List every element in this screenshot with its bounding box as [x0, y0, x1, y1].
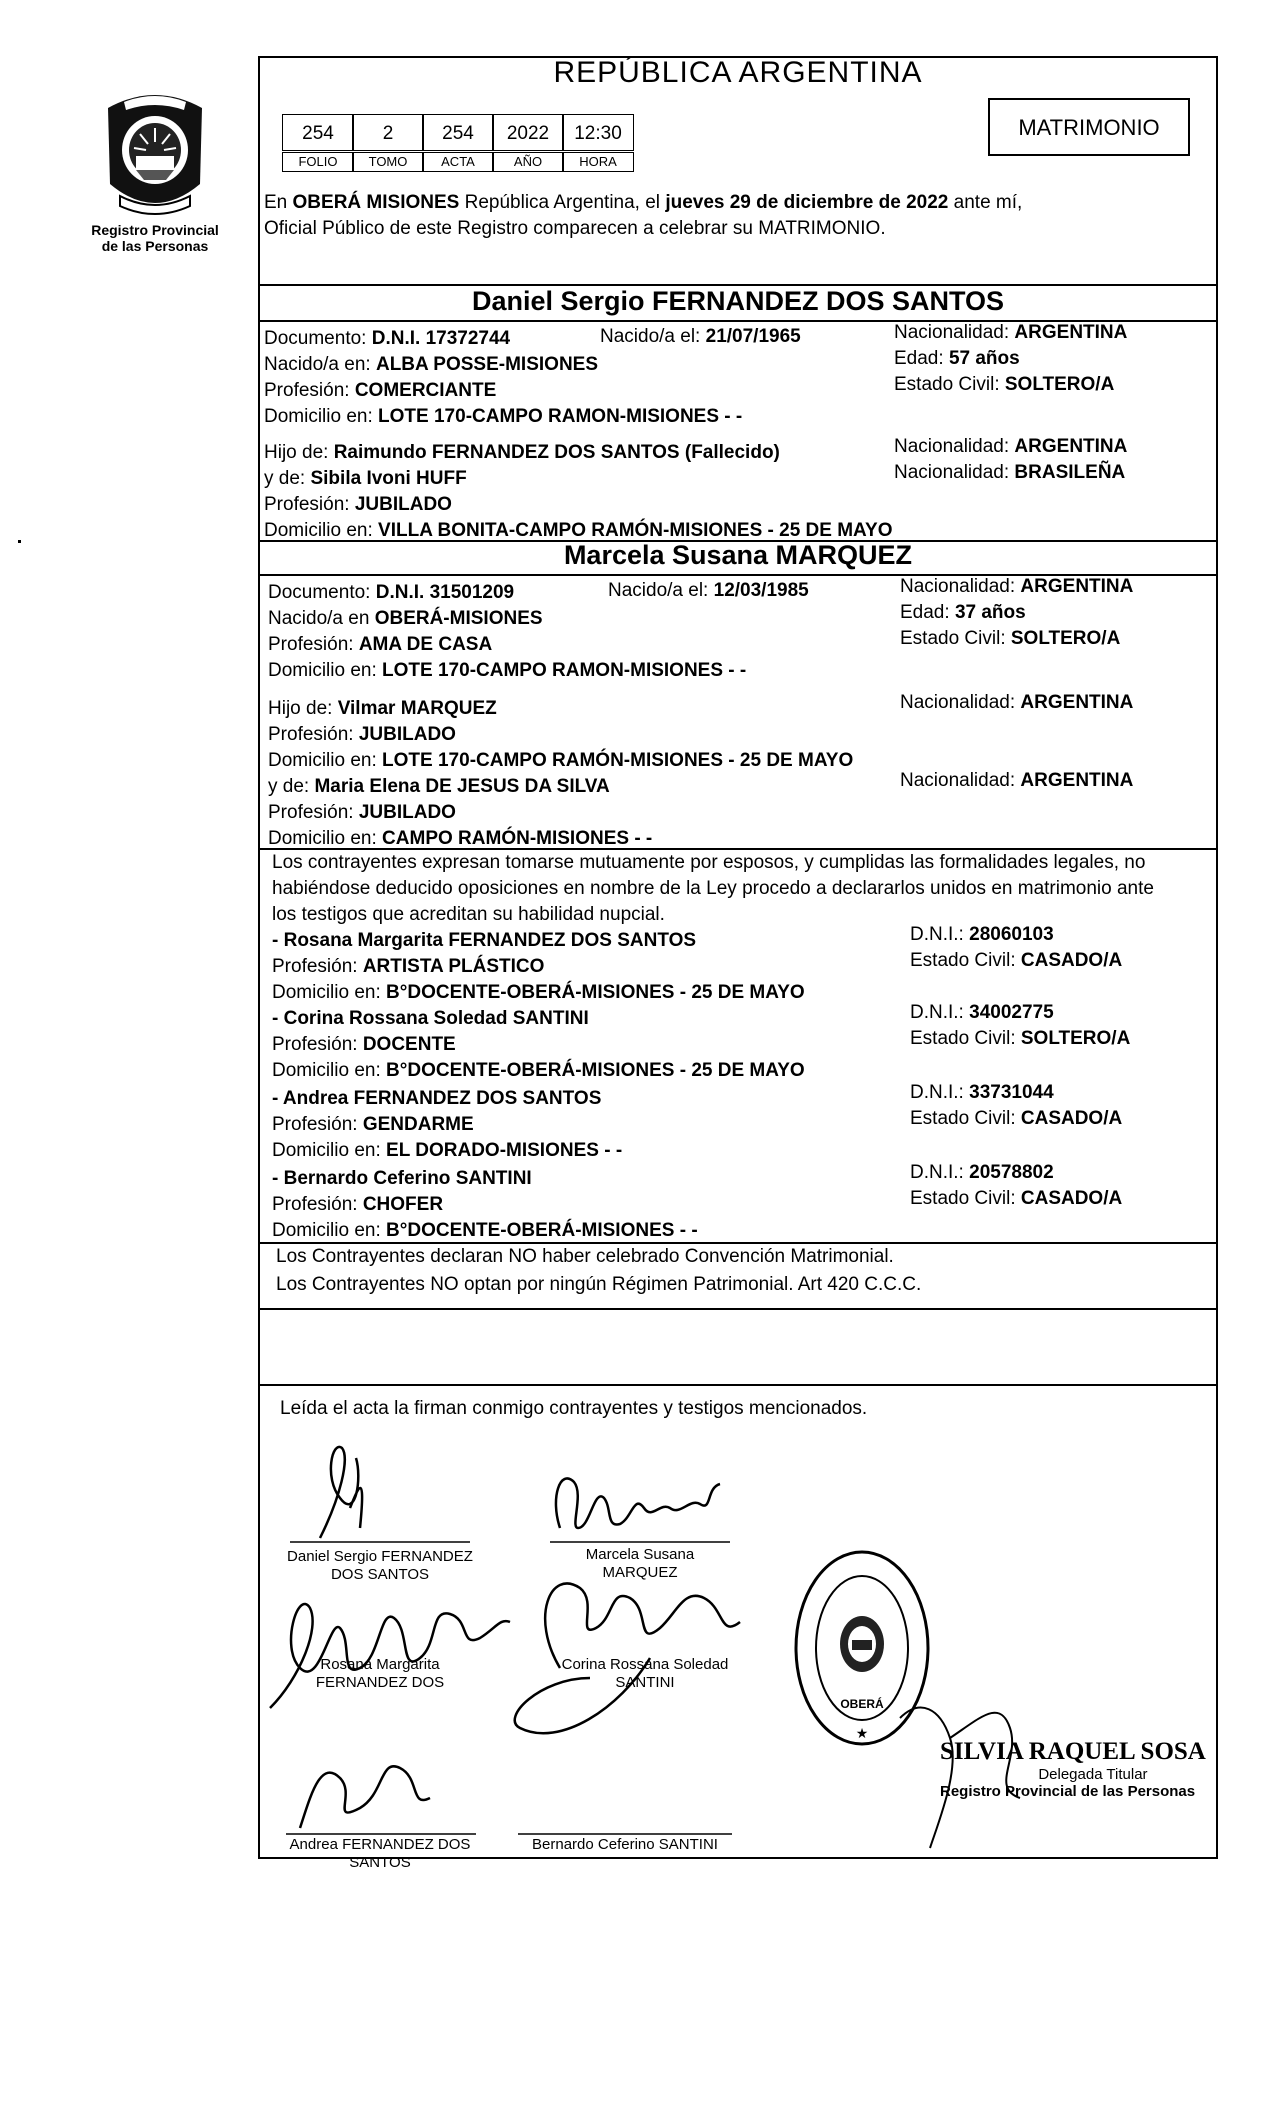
anio-label: AÑO: [492, 152, 564, 172]
declaration-line-3: los testigos que acreditan su habilidad nupcial.: [272, 904, 665, 925]
regime-line-1: Los Contrayentes declaran NO haber celebrado Convención Matrimonial.: [276, 1246, 894, 1267]
signature-label-rosana: Rosana Margarita FERNANDEZ DOS: [315, 1656, 445, 1691]
spouse1-profesion: Profesión: COMERCIANTE: [264, 380, 497, 401]
logo-label-line2: de las Personas: [101, 238, 209, 254]
spouse1-name: Daniel Sergio FERNANDEZ DOS SANTOS: [471, 286, 1005, 316]
spouse1-nacido: Nacido/a el: 21/07/1965: [600, 326, 801, 347]
record-type-box: MATRIMONIO: [988, 98, 1190, 156]
spouse2-profesion: Profesión: AMA DE CASA: [268, 634, 493, 655]
witness3-name: - Andrea FERNANDEZ DOS SANTOS: [272, 1088, 602, 1109]
witness1-dni: D.N.I.: 28060103: [910, 924, 1054, 945]
witness4-estado: Estado Civil: CASADO/A: [910, 1188, 1123, 1209]
witness2-estado: Estado Civil: SOLTERO/A: [910, 1028, 1131, 1049]
star-icon: ★: [855, 1725, 869, 1741]
divider: [260, 1308, 1216, 1310]
signature-marcela: [530, 1458, 740, 1548]
witness2-domicilio: Domicilio en: B°DOCENTE-OBERÁ-MISIONES - 25 DE MAYO: [272, 1060, 805, 1081]
regime-line-2: Los Contrayentes NO optan por ningún Régimen Patrimonial. Art 420 C.C.C.: [276, 1274, 922, 1295]
acta-value: 254: [422, 114, 494, 151]
witness1-profesion: Profesión: ARTISTA PLÁSTICO: [272, 956, 545, 977]
spouse2-madre-domicilio: Domicilio en: CAMPO RAMÓN-MISIONES - -: [268, 828, 653, 849]
acta-label: ACTA: [422, 152, 494, 172]
marriage-certificate: [258, 56, 1218, 1871]
record-number-box: [282, 114, 642, 174]
spouse1-padres-domicilio: Domicilio en: VILLA BONITA-CAMPO RAMÓN-MISIONES - 25 DE MAYO: [264, 520, 893, 541]
spouse2-edad: Edad: 37 años: [900, 602, 1026, 623]
witness1-name: - Rosana Margarita FERNANDEZ DOS SANTOS: [272, 930, 697, 951]
signature-label-marcela: Marcela Susana MARQUEZ: [585, 1546, 695, 1581]
spouse2-name: Marcela Susana MARQUEZ: [563, 540, 913, 570]
witness1-estado: Estado Civil: CASADO/A: [910, 950, 1123, 971]
shield-icon: [840, 1616, 884, 1672]
witness4-dni: D.N.I.: 20578802: [910, 1162, 1054, 1183]
spouse1-nacionalidad: Nacionalidad: ARGENTINA: [894, 322, 1128, 343]
spouse1-madre: y de: Sibila Ivoni HUFF: [264, 468, 467, 489]
spouse2-nacionalidad: Nacionalidad: ARGENTINA: [900, 576, 1134, 597]
signature-label-bernardo: Bernardo Ceferino SANTINI: [532, 1836, 718, 1853]
spouse2-estado: Estado Civil: SOLTERO/A: [900, 628, 1121, 649]
divider: [260, 1384, 1216, 1386]
signature-label-corina: Corina Rossana Soledad SANTINI: [561, 1656, 729, 1691]
stray-mark: [18, 540, 21, 543]
intro-line-1: En OBERÁ MISIONES República Argentina, el jueves 29 de diciembre de 2022 ante mí,: [264, 192, 1023, 213]
official-block: [940, 1738, 1206, 1800]
declaration-line-2: habiéndose deducido oposiciones en nombre de la Ley procedo a declararlos unidos en matrimonio ante: [272, 878, 1154, 899]
hora-label: HORA: [562, 152, 634, 172]
divider: [260, 1242, 1216, 1244]
spouse1-padre-nacionalidad: Nacionalidad: ARGENTINA: [894, 436, 1128, 457]
signature-bernardo: [510, 1778, 740, 1838]
declaration-line-1: Los contrayentes expresan tomarse mutuamente por esposos, y cumplidas las formalidades legales, no: [272, 852, 1146, 873]
spouse2-madre: y de: Maria Elena DE JESUS DA SILVA: [268, 776, 610, 797]
spouse1-domicilio: Domicilio en: LOTE 170-CAMPO RAMON-MISIONES - -: [264, 406, 743, 427]
folio-label: FOLIO: [282, 152, 354, 172]
spouse2-lugar: Nacido/a en OBERÁ-MISIONES: [268, 608, 543, 629]
witness3-dni: D.N.I.: 33731044: [910, 1082, 1054, 1103]
signature-label-daniel: Daniel Sergio FERNANDEZ DOS SANTOS: [287, 1548, 473, 1583]
spouse2-documento: Documento: D.N.I. 31501209: [268, 582, 515, 603]
spouse2-nacido: Nacido/a el: 12/03/1985: [608, 580, 809, 601]
folio-value: 254: [282, 114, 354, 151]
spouse1-madre-nacionalidad: Nacionalidad: BRASILEÑA: [894, 462, 1126, 483]
spouse2-padre: Hijo de: Vilmar MARQUEZ: [268, 698, 497, 719]
spouse2-madre-profesion: Profesión: JUBILADO: [268, 802, 456, 823]
hora-value: 12:30: [562, 114, 634, 151]
tomo-label: TOMO: [352, 152, 424, 172]
spouse2-padre-nacionalidad: Nacionalidad: ARGENTINA: [900, 692, 1134, 713]
logo-label-line1: Registro Provincial: [91, 222, 219, 238]
witness2-dni: D.N.I.: 34002775: [910, 1002, 1054, 1023]
tomo-value: 2: [352, 114, 424, 151]
witness3-estado: Estado Civil: CASADO/A: [910, 1108, 1123, 1129]
spouse2-padre-profesion: Profesión: JUBILADO: [268, 724, 456, 745]
witness3-domicilio: Domicilio en: EL DORADO-MISIONES - -: [272, 1140, 623, 1161]
spouse2-padre-domicilio: Domicilio en: LOTE 170-CAMPO RAMÓN-MISIONES - 25 DE MAYO: [268, 750, 854, 771]
witness2-profesion: Profesión: DOCENTE: [272, 1034, 456, 1055]
province-shield-icon: [100, 88, 210, 218]
divider: [260, 848, 1216, 850]
signature-label-andrea: Andrea FERNANDEZ DOS SANTOS: [289, 1836, 471, 1871]
witness2-name: - Corina Rossana Soledad SANTINI: [272, 1008, 589, 1029]
spouse1-estado: Estado Civil: SOLTERO/A: [894, 374, 1115, 395]
spouse2-domicilio: Domicilio en: LOTE 170-CAMPO RAMON-MISIONES - -: [268, 660, 747, 681]
spouse1-documento: Documento: D.N.I. 17372744: [264, 328, 511, 349]
spouse1-edad: Edad: 57 años: [894, 348, 1020, 369]
spouse1-padres-profesion: Profesión: JUBILADO: [264, 494, 452, 515]
closing-text: Leída el acta la firman conmigo contrayentes y testigos mencionados.: [280, 1398, 868, 1419]
spouse2-madre-nacionalidad: Nacionalidad: ARGENTINA: [900, 770, 1134, 791]
official-name: SILVIA RAQUEL SOSA: [940, 1738, 1206, 1765]
page-title: REPÚBLICA ARGENTINA: [553, 56, 923, 89]
seal-city: OBERÁ: [840, 1697, 884, 1711]
witness4-profesion: Profesión: CHOFER: [272, 1194, 444, 1215]
registry-logo: [80, 88, 230, 254]
signature-rosana: [260, 1588, 520, 1718]
witness4-name: - Bernardo Ceferino SANTINI: [272, 1168, 532, 1189]
spouse1-lugar: Nacido/a en: ALBA POSSE-MISIONES: [264, 354, 599, 375]
official-role: Delegada Titular: [1038, 1766, 1148, 1783]
witness1-domicilio: Domicilio en: B°DOCENTE-OBERÁ-MISIONES - 25 DE MAYO: [272, 982, 805, 1003]
signature-andrea: [280, 1738, 480, 1838]
witness3-profesion: Profesión: GENDARME: [272, 1114, 474, 1135]
official-org: Registro Provincial de las Personas: [940, 1783, 1196, 1800]
witness4-domicilio: Domicilio en: B°DOCENTE-OBERÁ-MISIONES - -: [272, 1220, 698, 1241]
intro-line-2: Oficial Público de este Registro comparecen a celebrar su MATRIMONIO.: [264, 218, 886, 239]
signature-daniel: [280, 1438, 480, 1548]
spouse1-padre: Hijo de: Raimundo FERNANDEZ DOS SANTOS (Fallecido): [264, 442, 780, 463]
anio-value: 2022: [492, 114, 564, 151]
